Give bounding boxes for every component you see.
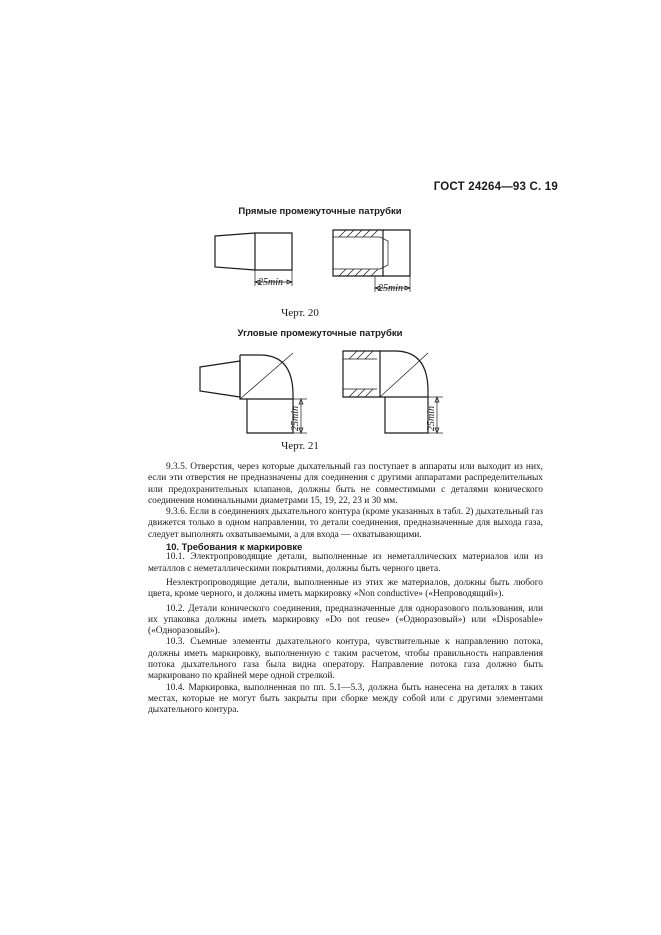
paragraph-10-1: 10.1. Электропроводящие детали, выполненные из неметаллических материалов или из металлов с неметаллическими покрытиями, должны быть черного цвета. [148, 552, 543, 574]
paragraph-9-3-6: 9.3.6. Если в соединениях дыхательного контура (кроме указанных в табл. 2) дыхательный газ движется только в одном направлении, то детали соединения, предназначенные для выхода газа, следует выполнять охватываемыми, а для входа — охватывающими. [148, 507, 543, 540]
paragraph-10-4: 10.4. Маркировка, выполненная по пп. 5.1—5.3, должна быть нанесена на деталях в таких местах, которые не могут быть закрыты при сборке между собой или с другими элементами дыхательного контура. [148, 682, 543, 716]
body-text [148, 462, 543, 717]
figure20-dim-left: 25min [258, 277, 283, 288]
figure21-dim-right: 25min [426, 406, 437, 431]
page-header: ГОСТ 24264—93 С. 19 [433, 181, 558, 193]
figure20-caption: Прямые промежуточные патрубки [238, 206, 402, 217]
figure21-dim-left: 25min [290, 406, 301, 431]
paragraph-10-2: 10.2. Детали конического соединения, предназначенные для одноразового пользования, или их упаковка должны иметь маркировку «Do not reuse» («Одноразовый») или «Disposable» («Одноразовый»). [148, 603, 543, 637]
figure21-drawing [195, 345, 465, 445]
section-10-heading: 10. Требования к маркировке [166, 541, 303, 553]
paragraph-9-3-5: 9.3.5. Отверстия, через которые дыхательный газ поступает в аппараты или выходит из них, если эти отверстия не предназначены для соединения с другими аппаратами распределительных или предохранительных клапанов, должны быть не совместимыми с деталями конического соединения номинальными диаметрами 15, 19, 22, 23 и 30 мм. [148, 462, 543, 506]
figure20-drawing [195, 220, 445, 300]
paragraph-10-1-b: Неэлектропроводящие детали, выполненные из этих же материалов, должны быть любого цвета, кроме черного, и должны иметь маркировку «Non conductive» («Непроводящий»). [148, 577, 543, 600]
figure21-caption: Угловые промежуточные патрубки [237, 328, 403, 339]
figure20-label: Черт. 20 [281, 307, 319, 319]
paragraph-10-3: 10.3. Съемные элементы дыхательного контура, чувствительные к направлению потока, должны иметь маркировку, выполненную с таким расчетом, чтобы правильность направления потока дыхательного газа была видна оператору. Направление потока газа должно быть маркировано по крайней мере одной стрелкой. [148, 637, 543, 682]
figure21-label: Черт. 21 [281, 440, 319, 452]
figure20-dim-right: 25min [378, 283, 403, 294]
